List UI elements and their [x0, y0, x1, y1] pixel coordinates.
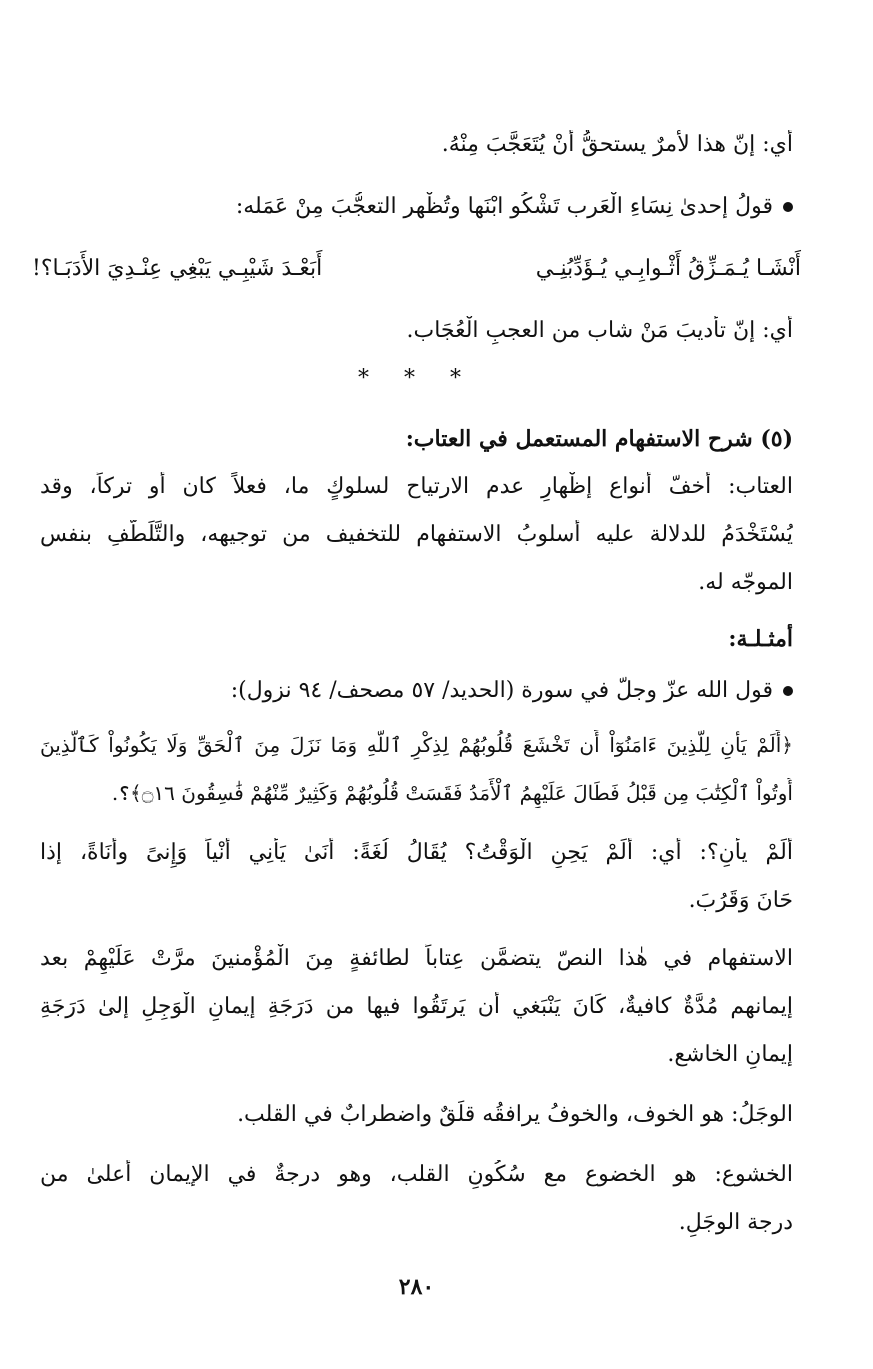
quran-verse-line: ﴿أَلَمْ يَأْنِ لِلَّذِينَ ءَامَنُوٓاْ أَن تَخْشَعَ قُلُوبُهُمْ لِذِكْرِ ٱللَّهِ وَمَا نَزَلَ مِنَ ٱلْحَقِّ وَلَا يَكُونُواْ كَٱلَّذِينَ [40, 733, 793, 757]
paragraph-line: يُسْتَخْدَمُ للدلالة عليه أسلوبُ الاستفهام للتخفيف من توجيهه، والتَّلَطُّفِ بنفس [40, 522, 793, 547]
paragraph-line: العتاب: أخفّ أنواع إظْهارِ عدم الارتياح لسلوكٍ ما، فعلاً كان أو تركاً، وقد [40, 474, 793, 499]
paragraph-line: إيمانهم مُدَّةٌ كافيةٌ، كَانَ يَنْبَغي أن يَرتَقُوا فيها من دَرَجَةِ إيمانِ الْوَجِلِ إلىٰ دَرَجَةِ [40, 994, 793, 1019]
section-divider-stars: * * * [358, 366, 475, 391]
paragraph-line: الموجّه له. [698, 570, 793, 595]
example-bullet-line [40, 676, 793, 706]
paragraph-line: حَانَ وَقَرُبَ. [688, 888, 793, 913]
bullet-icon [783, 686, 793, 696]
example-text: قول الله عزّ وجلّ في سورة (الحديد/ ٥٧ مصحف/ ٩٤ نزول): [230, 678, 773, 703]
page-number: ٢٨٠ [398, 1274, 435, 1300]
examples-heading: أمثـلـة: [728, 626, 793, 652]
definition-line: درجة الوجَلِ. [678, 1210, 793, 1235]
paragraph-line: أَلَمْ يأْنِ؟: أي: أَلَمْ يَحِنِ الْوَقْتُ؟ يُقَالُ لُغَةً: أَنَىٰ يَأْنِي أَنْياً وَإِنىً وأَنَاةً، إذا [40, 840, 793, 865]
verse-second-hemistich: أَبَعْـدَ شَيْبِـي يَبْغِي عِنْـدِيَ الأَدَبَـا؟! [32, 256, 323, 281]
definition-line: الخشوع: هو الخضوع مع سُكُونِ القلب، وهو درجةٌ في الإيمان أعلىٰ من [40, 1162, 793, 1187]
example-text: قولُ إحدىٰ نِسَاءِ الْعَرب تَشْكُو ابْنَها وتُظْهر التعجُّبَ مِنْ عَمَله: [235, 194, 773, 219]
explanation-line: أي: إنّ هذا لأمرٌ يستحقُّ أَنْ يُتَعَجَّبَ مِنْهُ. [441, 132, 793, 157]
quran-verse-line: أُوتُواْ ٱلْكِتَٰبَ مِن قَبْلُ فَطَالَ عَلَيْهِمُ ٱلْأَمَدُ فَقَسَتْ قُلُوبُهُمْ وَكَثِيرٌ مِّنْهُمْ فَٰسِقُونَ ۝١٦﴾؟. [111, 781, 793, 805]
verse-first-hemistich: أَنْشَـا يُـمَـزِّقُ أَثْـوابِـي يُـؤَدِّبُنِـي [535, 256, 801, 281]
page-body [32, 0, 801, 1369]
bullet-icon [783, 202, 793, 212]
paragraph-line: إيمانِ الخاشع. [667, 1042, 793, 1067]
section-heading: (٥) شرح الاستفهام المستعمل في العتاب: [405, 426, 793, 452]
definition-line: الوجَلُ: هو الخوف، والخوفُ يرافقُه قلَقٌ واضطرابٌ في القلب. [237, 1102, 793, 1127]
paragraph-line: الاستفهام في هٰذا النصّ يتضمَّن عِتاباً لطائفةٍ مِنَ الْمُؤْمنينَ مرَّتْ عَلَيْهِمْ بعد [40, 946, 793, 971]
example-bullet-line [40, 192, 793, 222]
explanation-line: أي: إنّ تأديبَ مَنْ شاب من العجبِ الْعُجَاب. [406, 318, 793, 343]
